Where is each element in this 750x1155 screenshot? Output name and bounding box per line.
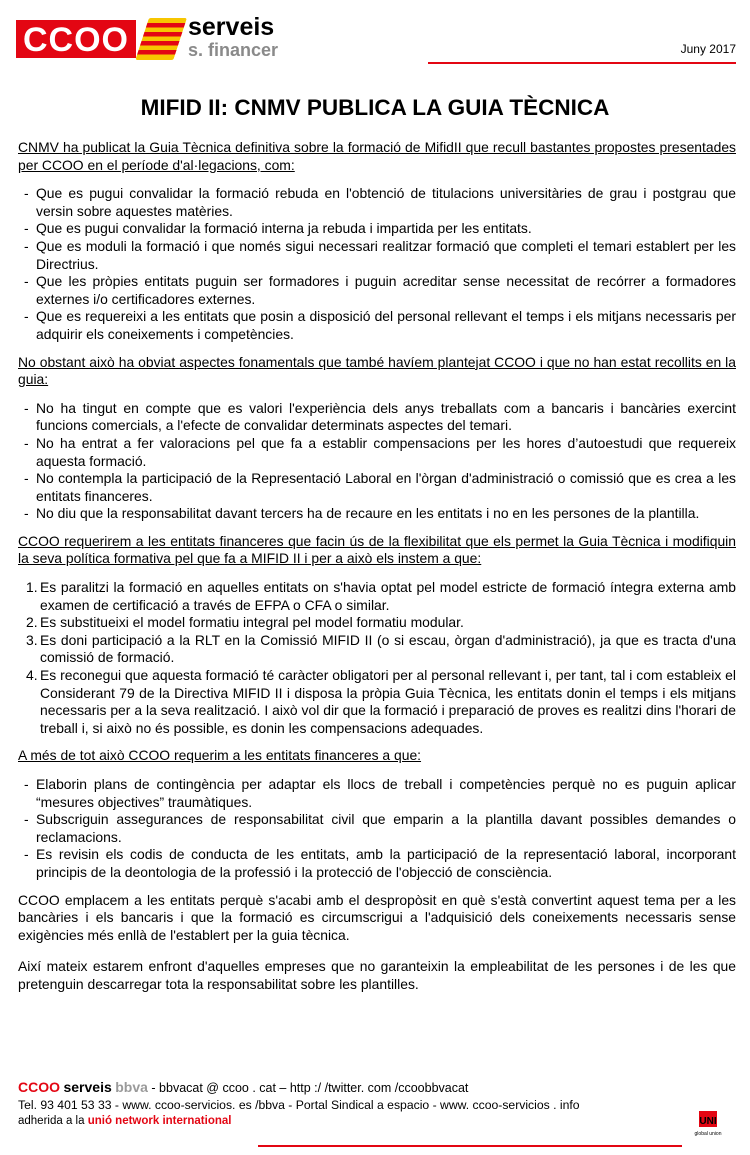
section2-list [18,400,736,523]
catalan-flag-icon [140,18,182,60]
list-item: - Que les pròpies entitats puguin ser formadores i puguin acreditar sense necessitat de recórrer a formadores externes i/o certificadores externes. [24,273,736,307]
uni-logo-icon [694,1109,722,1151]
list-item: 3. Es doni participació a la RLT en la Comissió MIFID II (o si escau, òrgan d'administració), ja que es tracta d'una comissió de formació. [26,631,736,666]
section1-intro: CNMV ha publicat la Guia Tècnica definitiva sobre la formació de MifidII que recull bastantes propostes presentades per CCOO en el període d'al·legacions, com: [18,139,736,173]
header-divider [428,62,736,64]
uni-logo-text: UNI [699,1116,717,1127]
closing-paragraph-1: CCOO emplacem a les entitats perquè s'acabi amb el despropòsit en què s'està convertint aquest tema per a les bancàries i els bancaris i que la formació es circumscrigui a l'adquisició dels coneixements necessaris sense exigències més enllà de l'establert per la guia tècnica. [18,891,736,943]
section3-intro: CCOO requerirem a les entitats financeres que facin ús de la flexibilitat que els permet la Guia Tècnica i modifiquin la seva política formativa pel que fa a MIFID II i per a això els instem a que: [18,532,736,567]
footer-divider [258,1145,682,1147]
list-item: - Subscriguin assegurances de responsabilitat civil que emparin a la plantilla davant possibles demandes o reclamacions. [24,811,736,845]
section3-list [18,579,736,737]
footer-ccoo: CCOO [18,1079,60,1095]
list-item: - No contempla la participació de la Representació Laboral en l'òrgan d'administració o comissió que es crea a les entitats financeres. [24,470,736,504]
footer-uni-link[interactable]: unió network international [87,1115,232,1127]
ccoo-logo-text: CCOO [23,21,129,59]
footer-serveis: serveis [63,1079,112,1095]
footer-bbva: bbva [115,1079,148,1095]
list-item: - No diu que la responsabilitat davant tercers ha de recaure en les entitats i no en les persones de la plantilla. [24,505,700,522]
footer-adherida: adherida a la [18,1115,88,1127]
footer-line-3 [18,1114,734,1129]
brand-subtitle: s. financer [188,40,279,60]
ccoo-logo [16,20,136,58]
list-item: - Es revisin els codis de conducta de les entitats, amb la participació de la representació laboral, incorporant principis de la deontologia de la professió i la protecció de l'objecció de consciència. [24,846,736,880]
list-item: - Que es pugui convalidar la formació rebuda en l'obtenció de titulacions universitàries de grau i postgrau que versin sobre aquestes matèries. [24,185,736,219]
document-title: MIFID II: CNMV PUBLICA LA GUIA TÈCNICA [140,95,610,120]
list-item: - Que es moduli la formació i que només sigui necessari realitzar formació que completi el temari establert per les Directrius. [24,237,736,272]
document-body [18,139,736,1008]
list-item: 2. Es substitueixi el model formatiu integral pel model formatiu modular. [26,614,464,631]
uni-logo-subtext: global union [694,1131,722,1137]
footer-contact: - bbvacat @ ccoo . cat – http :/ /twitter. com /ccoobbvacat [147,1081,469,1095]
list-item: - Elaborin plans de contingència per adaptar els llocs de treball i competències perquè no es puguin aplicar “mesures objectives” traumàtiques. [24,776,736,810]
list-item: 1. Es paralitzi la formació en aquelles entitats on s'havia optat pel model estricte de formació íntegra externa amb examen de certificació a través de EFPA o CFA o similar. [26,579,736,613]
list-item: - No ha tingut en compte que es valori l'experiència dels anys treballats com a bancaris i bancàries exercint funcions comercials, a l'efecte de convalidar determinats aspectes del temari. [24,399,736,434]
list-item: - Que es pugui convalidar la formació interna ja rebuda i impartida per les entitats. [24,220,532,237]
list-item: - No ha entrat a fer valoracions pel que fa a establir compensacions per les hores d’autoestudi que requereix aquesta formació. [24,434,736,469]
list-item: 4. Es reconegui que aquesta formació té caràcter obligatori per al personal rellevant i, per tant, tal i com estableix el Considerant 79 de la Directiva MIFID II i disposa la pròpia Guia Tècnica, les entitats donin el temps i els mitjans necessaris per a la seva realització. I això vol dir que la formació i preparació de proves es realitzi dins l'horari de treball i, si això no és possible, es donin les compensacions adequades. [26,667,736,736]
brand-title: serveis [188,13,275,41]
section1-list [18,185,736,343]
section4-list [18,776,736,882]
footer-line-2: Tel. 93 401 53 33 - www. ccoo-servicios. es /bbva - Portal Sindical a espacio - www. ccoo-servicios . info [18,1098,580,1112]
footer [18,1079,734,1129]
list-item: - Que es requereixi a les entitats que posin a disposició del personal rellevant el temps i els mitjans necessaris per adquirir els coneixements i competències. [24,308,736,342]
closing-paragraph-2: Així mateix estarem enfront d'aquelles empreses que no garanteixin la empleabilitat de les persones i de les que pretenguin descarregar tota la responsabilitat sobre les plantilles. [18,958,736,992]
section4-intro: A més de tot això CCOO requerim a les entitats financeres a que: [18,747,422,764]
section2-intro: No obstant això ha obviat aspectes fonamentals que també havíem plantejat CCOO i que no han estat recollits en la guia: [18,353,736,388]
footer-line-1 [18,1079,734,1097]
document-date: Juny 2017 [680,42,736,56]
